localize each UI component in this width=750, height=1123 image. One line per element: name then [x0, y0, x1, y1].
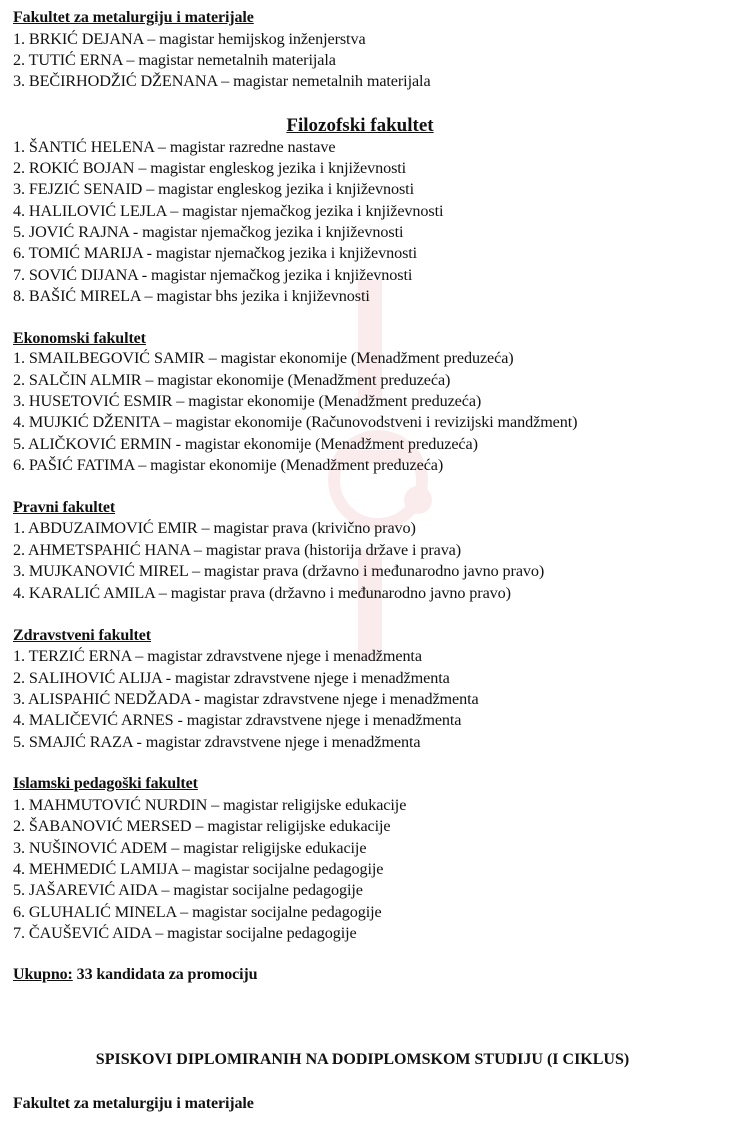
- list-item: 2. ROKIĆ BOJAN – magistar engleskog jezika i književnosti: [13, 159, 407, 177]
- undergrad-first-faculty: Fakultet za metalurgiju i materijale: [13, 1095, 254, 1112]
- list-item: 3. FEJZIĆ SENAID – magistar engleskog jezika i književnosti: [13, 180, 414, 198]
- total-text: 33 kandidata za promociju: [72, 966, 258, 983]
- list-item: 7. SOVIĆ DIJANA - magistar njemačkog jezika i književnosti: [13, 266, 413, 284]
- list-item: 3. ALISPAHIĆ NEDŽADA - magistar zdravstvene njege i menadžmenta: [13, 690, 479, 708]
- list-item: 3. NUŠINOVIĆ ADEM – magistar religijske edukacije: [13, 839, 367, 857]
- list-item: 1. ABDUZAIMOVIĆ EMIR – magistar prava (krivično pravo): [13, 519, 416, 537]
- list-item: 5. ALIČKOVIĆ ERMIN - magistar ekonomije (Menadžment preduzeća): [13, 435, 478, 453]
- section-title-filozofski: Filozofski fakultet: [286, 115, 434, 136]
- list-item: 7. ČAUŠEVIĆ AIDA – magistar socijalne pedagogije: [13, 924, 357, 942]
- list-item: 6. TOMIĆ MARIJA - magistar njemačkog jezika i književnosti: [13, 244, 418, 262]
- list-item: 6. GLUHALIĆ MINELA – magistar socijalne pedagogije: [13, 903, 382, 921]
- list-item: 3. BEČIRHODŽIĆ DŽENANA – magistar nemetalnih materijala: [13, 72, 431, 90]
- total-summary: [13, 965, 257, 985]
- section-title-pravni: Pravni fakultet: [13, 499, 116, 516]
- list-item: 3. HUSETOVIĆ ESMIR – magistar ekonomije (Menadžment preduzeća): [13, 392, 482, 410]
- list-item: 8. BAŠIĆ MIRELA – magistar bhs jezika i književnosti: [13, 287, 370, 305]
- section-title-zdravstveni: Zdravstveni fakultet: [13, 627, 152, 644]
- list-item: 2. TUTIĆ ERNA – magistar nemetalnih materijala: [13, 51, 336, 69]
- list-item: 1. ŠANTIĆ HELENA – magistar razredne nastave: [13, 138, 336, 156]
- section-title-ekonomski: Ekonomski fakultet: [13, 330, 146, 347]
- list-item: 4. MUJKIĆ DŽENITA – magistar ekonomije (Računovodstveni i revizijski mandžment): [13, 413, 578, 431]
- list-item: 4. KARALIĆ AMILA – magistar prava (državno i međunarodno javno pravo): [13, 584, 511, 602]
- undergrad-heading: SPISKOVI DIPLOMIRANIH NA DODIPLOMSKOM STUDIJU (I CIKLUS): [95, 1051, 630, 1068]
- section-title-islamski: Islamski pedagoški fakultet: [13, 775, 198, 792]
- list-item: 1. TERZIĆ ERNA – magistar zdravstvene njege i menadžmenta: [13, 647, 422, 665]
- list-item: 1. SMAILBEGOVIĆ SAMIR – magistar ekonomije (Menadžment preduzeća): [13, 349, 514, 367]
- list-item: 2. SALIHOVIĆ ALIJA - magistar zdravstvene njege i menadžmenta: [13, 669, 450, 687]
- list-item: 4. HALILOVIĆ LEJLA – magistar njemačkog jezika i književnosti: [13, 202, 444, 220]
- list-item: 6. PAŠIĆ FATIMA – magistar ekonomije (Menadžment preduzeća): [13, 456, 444, 474]
- list-item: 2. AHMETSPAHIĆ HANA – magistar prava (historija države i prava): [13, 541, 462, 559]
- list-item: 4. MALIČEVIĆ ARNES - magistar zdravstvene njege i menadžmenta: [13, 711, 462, 729]
- list-item: 1. MAHMUTOVIĆ NURDIN – magistar religijske edukacije: [13, 796, 407, 814]
- list-item: 2. ŠABANOVIĆ MERSED – magistar religijske edukacije: [13, 817, 391, 835]
- list-item: 5. JAŠAREVIĆ AIDA – magistar socijalne pedagogije: [13, 881, 363, 899]
- list-item: 2. SALČIN ALMIR – magistar ekonomije (Menadžment preduzeća): [13, 371, 451, 389]
- list-item: 5. SMAJIĆ RAZA - magistar zdravstvene njege i menadžmenta: [13, 733, 421, 751]
- section-title-metalurgija: Fakultet za metalurgiju i materijale: [13, 9, 254, 26]
- list-item: 1. BRKIĆ DEJANA – magistar hemijskog inženjerstva: [13, 30, 366, 48]
- list-item: 4. MEHMEDIĆ LAMIJA – magistar socijalne pedagogije: [13, 860, 384, 878]
- list-item: 5. JOVIĆ RAJNA - magistar njemačkog jezika i književnosti: [13, 223, 404, 241]
- total-label: Ukupno:: [13, 966, 73, 983]
- list-item: 3. MUJKANOVIĆ MIREL – magistar prava (državno i međunarodno javno pravo): [13, 562, 545, 580]
